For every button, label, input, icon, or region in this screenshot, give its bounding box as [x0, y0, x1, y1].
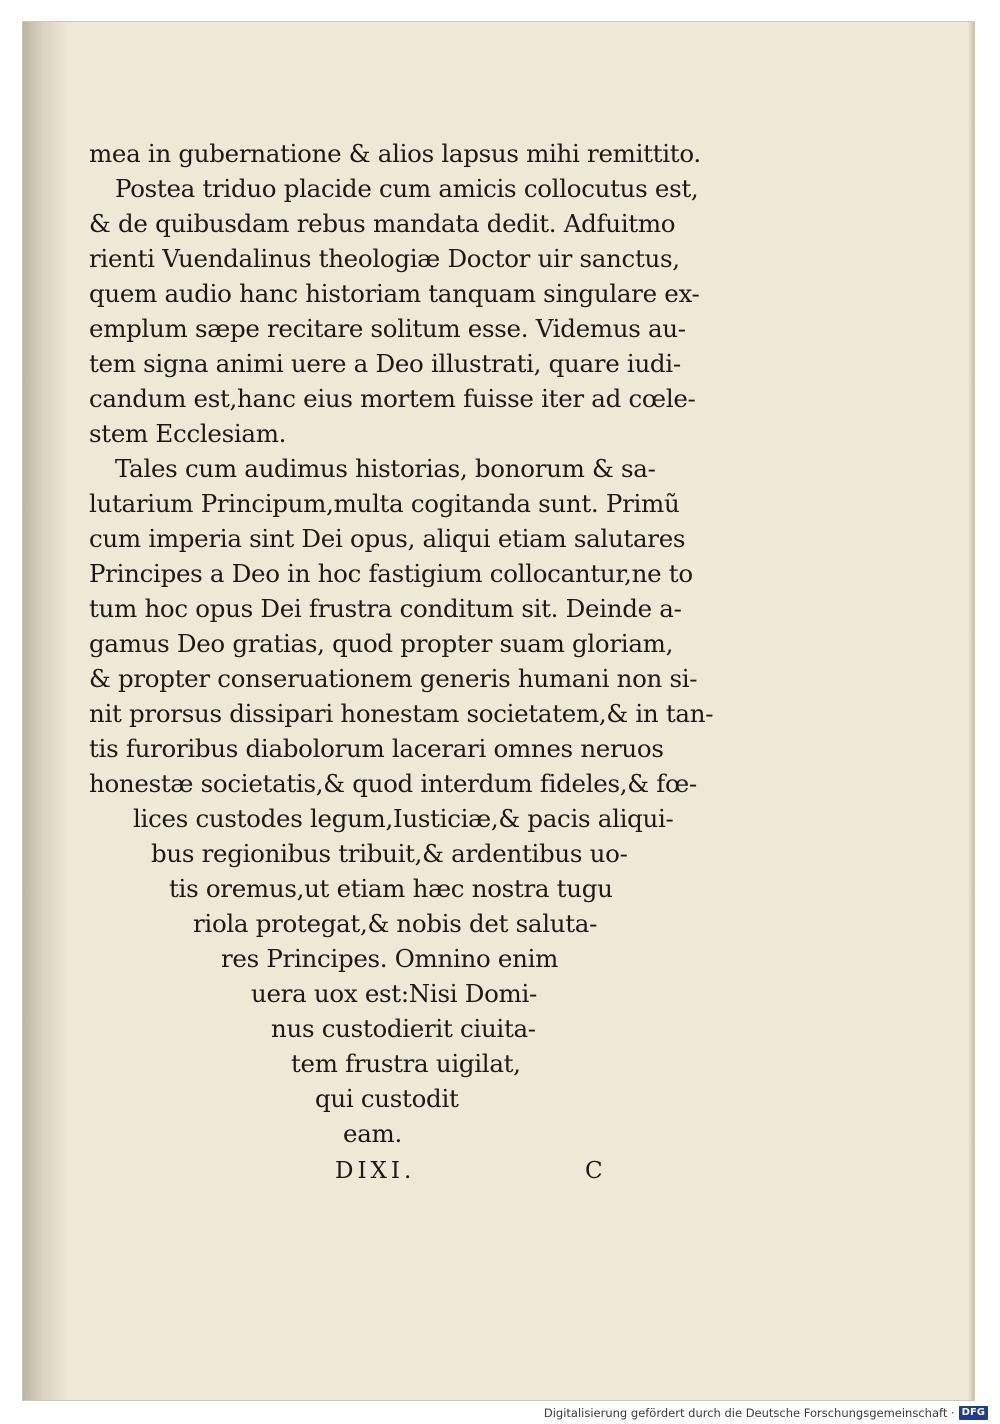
text-line: rienti Vuendalinus theologiæ Doctor uir sanctus,	[89, 244, 680, 273]
text-line: gamus Deo gratias, quod propter suam gloriam,	[89, 629, 674, 658]
text-line: Principes a Deo in hoc fastigium collocantur,ne to	[89, 559, 693, 588]
text-line: tum hoc opus Dei frustra conditum sit. Deinde a-	[89, 594, 682, 623]
text-line: uera uox est:Nisi Domi-	[251, 979, 537, 1008]
text-line: & propter conseruationem generis humani non si-	[89, 664, 698, 693]
text-line: stem Ecclesiam.	[89, 419, 287, 448]
dfg-logo-icon: DFG	[959, 1406, 988, 1420]
text-line: cum imperia sint Dei opus, aliqui etiam salutares	[89, 524, 686, 553]
text-line: qui custodit	[315, 1084, 459, 1113]
text-line: quem audio hanc historiam tanquam singulare ex-	[89, 279, 700, 308]
text-line: nus custodierit ciuita-	[271, 1014, 536, 1043]
closing-signature: DIXI.	[335, 1158, 416, 1184]
text-line: & de quibusdam rebus mandata dedit. Adfuitmo	[89, 209, 676, 238]
text-line: tis oremus,ut etiam hæc nostra tugu	[169, 874, 613, 903]
credit-text: Digitalisierung gefördert durch die Deutsche Forschungsgemeinschaft ·	[543, 1406, 955, 1420]
signature-mark: C	[585, 1158, 607, 1184]
text-line: lices custodes legum,Iusticiæ,& pacis aliqui-	[133, 804, 674, 833]
text-line: bus regionibus tribuit,& ardentibus uo-	[151, 839, 628, 868]
text-line: candum est,hanc eius mortem fuisse iter ad cœle-	[89, 384, 696, 413]
text-line: nit prorsus dissipari honestam societatem,& in tan-	[89, 699, 714, 728]
text-line: emplum sæpe recitare solitum esse. Videmus au-	[89, 314, 686, 343]
page-text	[23, 22, 974, 1400]
text-line: mea in gubernatione & alios lapsus mihi remittito.	[89, 139, 701, 168]
text-line: riola protegat,& nobis det saluta-	[193, 909, 598, 938]
text-line: tem frustra uigilat,	[291, 1049, 521, 1078]
text-line: tis furoribus diabolorum lacerari omnes neruos	[89, 734, 664, 763]
text-line: res Principes. Omnino enim	[221, 944, 559, 973]
text-line: tem signa animi uere a Deo illustrati, quare iudi-	[89, 349, 681, 378]
text-line: Tales cum audimus historias, bonorum & sa-	[115, 454, 656, 483]
book-page	[22, 21, 975, 1401]
text-line: Postea triduo placide cum amicis collocutus est,	[115, 174, 699, 203]
digitization-credit	[544, 1405, 988, 1421]
text-line: lutarium Principum,multa cogitanda sunt. Primũ	[89, 489, 680, 518]
text-line: honestæ societatis,& quod interdum fideles,& fœ-	[89, 769, 697, 798]
text-line: eam.	[343, 1119, 402, 1148]
